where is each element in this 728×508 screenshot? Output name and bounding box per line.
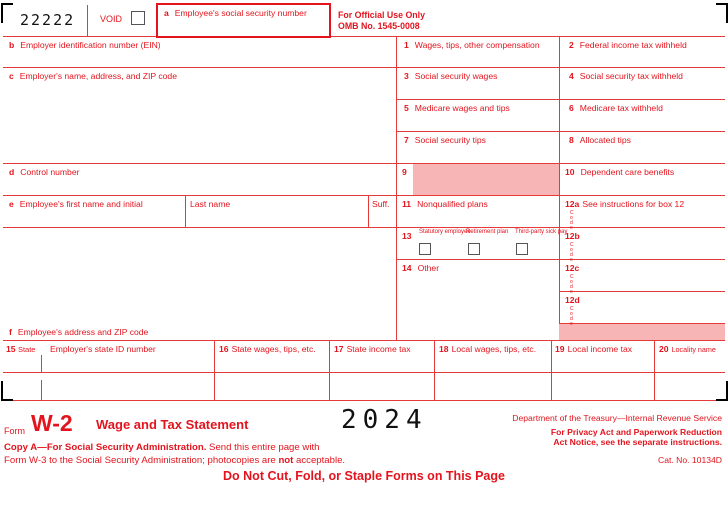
grid-line xyxy=(41,380,42,400)
box-6-label[interactable]: 6 Medicare tax withheld xyxy=(569,103,663,113)
privacy-notice-line2: Act Notice, see the separate instructions. xyxy=(553,437,722,447)
box-3-label[interactable]: 3 Social security wages xyxy=(404,71,498,81)
grid-line xyxy=(396,36,397,340)
box-11-label[interactable]: 11 Nonqualified plans xyxy=(402,199,488,209)
box-16-label[interactable]: 16 State wages, tips, etc. xyxy=(219,344,316,354)
void-label: VOID xyxy=(100,14,123,24)
box-12b-label[interactable]: 12b xyxy=(565,231,580,241)
tax-year: 2024 xyxy=(341,405,428,435)
code-label: Code xyxy=(570,306,574,327)
grid-line xyxy=(654,340,655,400)
box-9-shade xyxy=(413,164,559,195)
grid-line xyxy=(396,259,725,260)
box-4-label[interactable]: 4 Social security tax withheld xyxy=(569,71,683,81)
grid-line xyxy=(559,36,560,340)
box-19-label[interactable]: 19 Local income tax xyxy=(555,344,633,354)
grid-line xyxy=(185,195,186,227)
grid-line xyxy=(396,99,725,100)
box-f-label[interactable]: f Employee's address and ZIP code xyxy=(9,327,149,337)
retirement-checkbox[interactable] xyxy=(468,243,480,255)
ssn-box[interactable]: a Employee's social security number xyxy=(156,3,331,38)
void-checkbox[interactable] xyxy=(131,11,145,25)
box-9-label[interactable]: 9 xyxy=(402,167,407,177)
grid-line xyxy=(3,67,725,68)
box-18-label[interactable]: 18 Local wages, tips, etc. xyxy=(439,344,537,354)
grid-line xyxy=(41,355,42,372)
box-d-label[interactable]: d Control number xyxy=(9,167,80,177)
catalog-number: Cat. No. 10134D xyxy=(657,455,722,465)
box-b-label[interactable]: b Employer identification number (EIN) xyxy=(9,40,161,50)
grid-line xyxy=(3,227,725,228)
grid-line xyxy=(3,340,725,341)
grid-line xyxy=(3,36,725,37)
form-title: Wage and Tax Statement xyxy=(96,417,249,432)
code-label: Code xyxy=(570,210,574,231)
box-14-label[interactable]: 14 Other xyxy=(402,263,440,273)
grid-line xyxy=(87,5,88,36)
box-10-label[interactable]: 10 Dependent care benefits xyxy=(565,167,675,177)
ssn-label: Employee's social security number xyxy=(174,8,307,18)
omb-number: OMB No. 1545-0008 xyxy=(338,21,420,31)
box-e-first-label[interactable]: e Employee's first name and initial xyxy=(9,199,143,209)
box-12d-label[interactable]: 12d xyxy=(565,295,580,305)
retirement-label: Retirement plan xyxy=(466,229,509,235)
corner-mark xyxy=(716,3,728,23)
statutory-checkbox[interactable] xyxy=(419,243,431,255)
form-name: W-2 xyxy=(31,410,73,436)
corner-mark xyxy=(1,3,13,23)
grid-line xyxy=(551,340,552,400)
grid-line xyxy=(434,340,435,400)
box-12-shade xyxy=(559,324,725,340)
box-8-label[interactable]: 8 Allocated tips xyxy=(569,135,631,145)
form-word: Form xyxy=(4,426,25,436)
box-e-suffix-label[interactable]: Suff. xyxy=(372,199,390,209)
box-20-label[interactable]: 20 Locality name xyxy=(659,344,716,354)
box-7-label[interactable]: 7 Social security tips xyxy=(404,135,486,145)
official-use-label: For Official Use Only xyxy=(338,10,426,20)
grid-line xyxy=(396,131,725,132)
box-12c-label[interactable]: 12c xyxy=(565,263,580,273)
grid-line xyxy=(3,163,725,164)
thirdparty-label: Third-party sick pay xyxy=(515,229,568,235)
box-1-label[interactable]: 1 Wages, tips, other compensation xyxy=(404,40,540,50)
grid-line xyxy=(3,372,725,373)
code-label: Code xyxy=(570,242,574,263)
box-13-label: 13 xyxy=(402,231,412,241)
corner-mark xyxy=(716,381,728,401)
grid-line xyxy=(3,195,725,196)
grid-line xyxy=(214,340,215,400)
privacy-notice-line1: For Privacy Act and Paperwork Reduction xyxy=(550,427,722,437)
department-label: Department of the Treasury—Internal Revenue Service xyxy=(512,413,722,423)
grid-line xyxy=(368,195,369,227)
copy-a-line1: Copy A—For Social Security Administration. Send this entire page with xyxy=(4,442,320,453)
box-5-label[interactable]: 5 Medicare wages and tips xyxy=(404,103,510,113)
copy-a-line2: Form W-3 to the Social Security Administration; photocopies are not acceptable. xyxy=(4,455,346,466)
grid-line xyxy=(329,340,330,400)
box-c-label[interactable]: c Employer's name, address, and ZIP code xyxy=(9,71,177,81)
control-code: 22222 xyxy=(20,11,76,29)
box-17-label[interactable]: 17 State income tax xyxy=(334,344,411,354)
corner-mark xyxy=(1,381,13,401)
grid-line xyxy=(559,291,725,292)
box-15-id-label[interactable]: Employer's state ID number xyxy=(50,344,156,354)
code-label: Code xyxy=(570,274,574,295)
box-e-last-label[interactable]: Last name xyxy=(190,199,231,209)
do-not-cut-warning: Do Not Cut, Fold, or Staple Forms on This Page xyxy=(223,469,505,483)
box-2-label[interactable]: 2 Federal income tax withheld xyxy=(569,40,687,50)
box-15-label[interactable]: 15 State xyxy=(6,344,36,354)
grid-line xyxy=(3,400,725,401)
thirdparty-checkbox[interactable] xyxy=(516,243,528,255)
statutory-label: Statutory employee xyxy=(419,229,471,235)
box-12a-label[interactable]: 12a See instructions for box 12 xyxy=(565,199,685,209)
